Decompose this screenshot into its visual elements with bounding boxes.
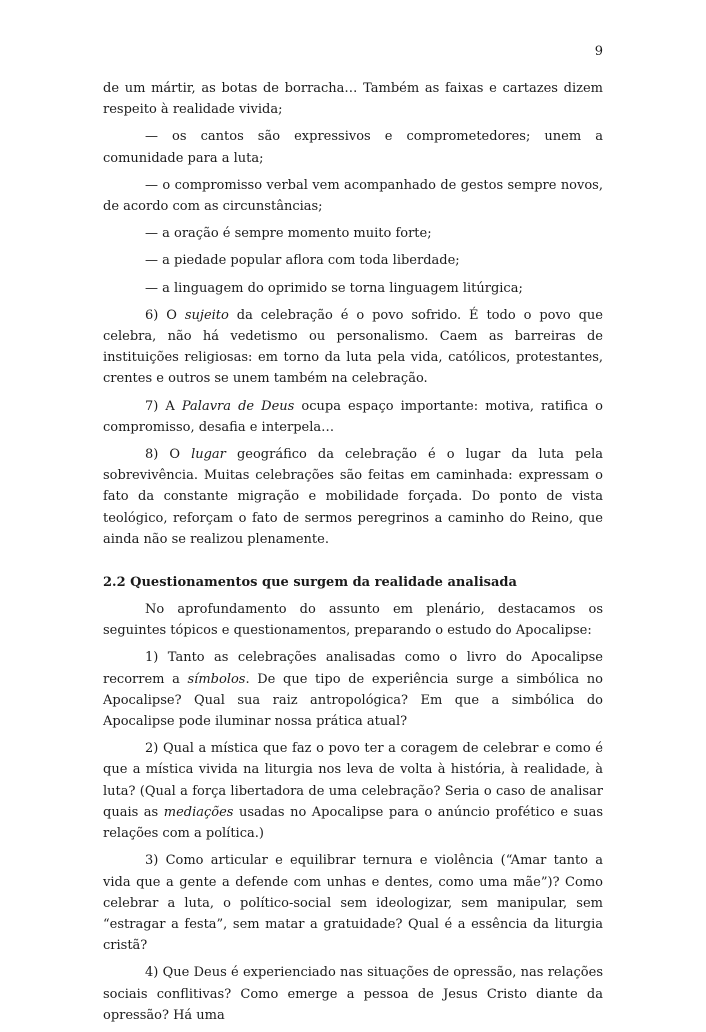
paragraph	[103, 647, 603, 732]
emphasized-text: Palavra de Deus	[181, 398, 295, 414]
text-run: usadas no Apocalipse para o anúncio profético e suas relações com a política.)	[103, 804, 603, 842]
paragraph	[103, 126, 603, 168]
paragraph	[103, 599, 603, 641]
emphasized-text: lugar	[191, 447, 226, 463]
paragraph	[103, 444, 603, 550]
paragraph	[103, 250, 603, 271]
text-run: 3) Como articular e equilibrar ternura e violência (“Amar tanto a vida que a gente a defende com unhas e dentes, como uma mãe”)? Como celebrar a luta, o político-social sem ideologizar, sem manipular, sem “estragar a festa”, sem matar a gratuidade? Qual é a essência da liturgia cristã?	[103, 853, 603, 954]
text-run: 4) Que Deus é experienciado nas situações de opressão, nas relações sociais conflitivas? Como emerge a pessoa de Jesus Cristo diante da opressão? Há uma	[103, 965, 603, 1023]
paragraph	[103, 396, 603, 438]
paragraph	[103, 305, 603, 390]
paragraph	[103, 738, 603, 844]
page-number: 9	[594, 44, 603, 59]
text-run: — a oração é sempre momento muito forte;	[145, 226, 432, 242]
emphasized-text: mediações	[163, 804, 234, 820]
text-run: ocupa espaço importante: motiva, ratifica o compromisso, desafia e interpela…	[103, 398, 603, 435]
text-run: — a linguagem do oprimido se torna linguagem litúrgica;	[145, 280, 523, 296]
paragraph	[103, 850, 603, 956]
text-run: 1) Tanto as celebrações analisadas como o livro do Apocalipse recorrem a	[103, 650, 603, 687]
paragraph	[103, 223, 603, 244]
emphasized-text: símbolos	[187, 671, 246, 687]
text-run: geográfico da celebração é o lugar da luta pela sobrevivência. Muitas celebrações são feitas em caminhada: expressam o fato da constante migração e mobilidade forçada. Do ponto de vista teológico, reforçam o fato de sermos peregrinos a caminho do Reino, que ainda não se realizou plenamente.	[103, 447, 604, 547]
text-run: No aprofundamento do assunto em plenário, destacamos os seguintes tópicos e questionamentos, preparando o estudo do Apocalipse:	[103, 602, 603, 639]
emphasized-text: sujeito	[184, 307, 229, 323]
list-celebration-traits	[103, 78, 603, 550]
text-run: — os cantos são expressivos e comprometedores; unem a comunidade para a luta;	[103, 129, 603, 166]
list-questions	[103, 599, 603, 1026]
text-run: . De que tipo de experiência surge a simbólica no Apocalipse? Qual sua raiz antropológica? Em que a simbólica do Apocalipse pode iluminar nossa prática atual?	[103, 671, 604, 730]
page-body	[103, 78, 603, 1032]
paragraph	[103, 278, 603, 299]
text-run: — o compromisso verbal vem acompanhado de gestos sempre novos, de acordo com as circunstâncias;	[103, 177, 603, 215]
paragraph	[103, 962, 603, 1026]
text-run: 6) O	[145, 307, 185, 323]
text-run: 7) A	[145, 398, 182, 414]
paragraph	[103, 78, 603, 120]
text-run: da celebração é o povo sofrido. É todo o povo que celebra, não há vedetismo ou personalismo. Caem as barreiras de instituições religiosas: em torno da luta pela vida, católicos, protestantes, crentes e outros se unem também na celebração.	[103, 307, 603, 387]
text-run: 8) O	[145, 447, 192, 463]
paragraph	[103, 175, 603, 217]
text-run: — a piedade popular aflora com toda liberdade;	[145, 253, 460, 269]
text-run: 2) Qual a mística que faz o povo ter a coragem de celebrar e como é que a mística vivida na liturgia nos leva de volta à história, à realidade, à luta? (Qual a força libertadora de uma celebração? Seria o caso de analisar quais as	[103, 741, 603, 820]
section-heading: 2.2 Questionamentos que surgem da realidade analisada	[103, 575, 517, 591]
text-run: de um mártir, as botas de borracha… Também as faixas e cartazes dizem respeito à realidade vivida;	[103, 81, 603, 118]
